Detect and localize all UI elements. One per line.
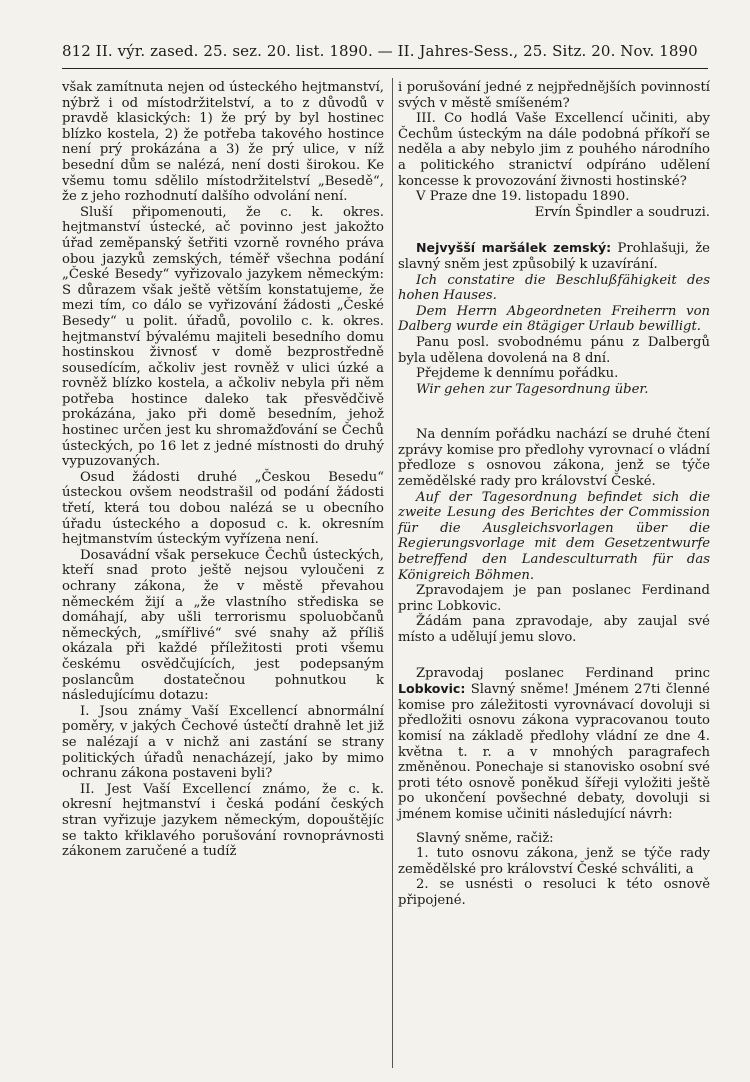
paragraph: Sluší připomenouti, že c. k. okres. hejtmanství ústecké, ač povinno jest jakožto úřad zeměpanský šetřiti vzorně rovného práva obou jazyků zemských, téměř všechna podání „České Besedy“ vyřizovalo jazykem německým: S důrazem však ještě větším konstatujeme, že mezi tím, co dálo se vyřizování žádosti „České Besedy“ u polit. úřadů, povolilo c. k. okres. hejtmanství bývalému majiteli besedního domu hostinskou živnosť v domě bezprostředně sousedícím, ačkoliv jest rovněž v ulici úzké a rovněž blízko kostela, a ačkoliv nebyla při něm potřeba hostince daleko tak přesvědčivě prokázána, jako při domě besedním, jehož hostinec určen jest ku shromažďování se Čechů ústeckých, po 16 let z jedné místnosti do druhý vypuzovaných. — [62, 204, 384, 470]
paragraph: Panu posl. svobodnému pánu z Dalbergů byla udělena dovolená na 8 dní. — [398, 334, 710, 366]
paragraph: i porušování jedné z nejpřednějších povinností svých v městě smíšeném? — [398, 80, 710, 111]
signature: Ervín Špindler a soudruzi. — [534, 204, 710, 220]
german-text: Auf der Tagesordnung befindet sich die zweite Lesung des Berichtes der Commission für die Ausgleichsvorlagen über die Regierungsvorlage mit dem Gesetzentwurfe betreffend den Landesculturrath für das Königreich Böhmen. — [398, 489, 710, 583]
speaker-name: Nejvyšší maršálek zemský: — [416, 240, 612, 256]
question-3: III. Co hodlá Vaše Excellencí učiniti, aby Čechům ústeckým na dále podobná příkoří se neděla a aby nebylo jim z pouhého národního a politického stranictví odpíráno udělení koncesse k provozování živnosti hostinské? — [398, 111, 710, 189]
agenda-item: Na denním pořádku nachází se druhé čtení zprávy komise pro předlohy vyrovnací o vládní předloze s osnovou zákona, jenž se týče zemědělské rady pro království České. — [398, 427, 710, 490]
motion-heading: Slavný sněme, račiž: — [416, 830, 554, 846]
speaker-text: Prohlašuji, že slavný sněm jest způsobilý k uzavírání. — [398, 241, 710, 272]
header-rule — [62, 68, 708, 69]
question-2: II. Jest Vaší Excellencí známo, že c. k. okresní hejtmanství i česká podání českých stran vyřizuje jazykem německým, dopouštějíc se takto křiklavého porušování rovnoprávnosti zákonem zaručené a tudíž — [62, 781, 384, 860]
paragraph: Zpravodajem je pan poslanec Ferdinand princ Lobkovic. — [398, 583, 710, 614]
paragraph: Osud žádosti druhé „Českou Besedu“ ústeckou ovšem neodstrašil od podání žádosti třetí, která tou dobou nalézá se u obecního úřadu ústeckého a doposud c. k. okresním hejtmanstvím ústeckým vyřízena není. — [62, 469, 384, 548]
right-column — [398, 80, 710, 909]
speaker-text: Slavný sněme! Jménem 27ti členné komise pro záležitosti vyrovnávací dovoluji si předložiti osnovu zákona vypracovanou touto komisí na základě předlohy vládní ze dne 4. května t. r. a v mnohých paragrafech změněnou. Ponechaje si stanovisko osobní své proti této osnově poněkud šířeji vyložiti ještě po ukončení povšechné debaty, dovoluji si jménem komise učiniti následující návrh: — [398, 682, 710, 822]
column-divider — [392, 78, 393, 1068]
question-1: I. Jsou známy Vaší Excellencí abnormální poměry, v jakých Čechové ústečtí drahně let již se nalézají a v nichž ani zastání se strany politických úřadů nenacházejí, jako by mimo ochranu zákona postaveni byli? — [62, 703, 384, 782]
paragraph: Dosavádní však persekuce Čechů ústeckých, kteří snad proto ještě nejsou vyloučeni z ochrany zákona, že v městě převahou německém žijí a „že vlastního střediska se domáhají, aby ušli terrorismu spoluobčanů německých, „smířlivé“ své snahy až příliš okázala při každé příležitosti proti všemu českému osvědčujících, jest podepsaným poslancům dostatečnou pohnutkou k následujícímu dotazu: — [62, 547, 384, 704]
speaker-statement — [398, 240, 710, 272]
paragraph: Žádám pana zpravodaje, aby zaujal své místo a udělují jemu slovo. — [398, 614, 710, 645]
german-text: Dem Herrn Abgeordneten Freiherrn von Dalberg wurde ein 8tägiger Urlaub bewilligt. — [398, 303, 710, 335]
german-text: Ich constatire die Beschlußfähigkeit des hohen Hauses. — [398, 272, 710, 304]
motion-item: 2. se usnésti o resoluci k této osnově připojené. — [398, 877, 710, 908]
paragraph: Přejdeme k dennímu pořádku. — [416, 366, 619, 382]
motion-item: 1. tuto osnovu zákona, jenž se týče rady zemědělské pro království České schváliti, a — [398, 846, 710, 877]
page-header: 812 II. výr. zased. 25. sez. 20. list. 1890. — II. Jahres-Sess., 25. Sitz. 20. Nov. 1890 — [62, 42, 698, 60]
paragraph: však zamítnuta nejen od ústeckého hejtmanství, nýbrž i od místodržitelství, a to z důvodů v pravdě klasických: 1) že prý by byl hostinec blízko kostela, 2) že potřeba takového hostince není prý prokázána a 3) že prý ulice, v níž besední dům se nalézá, není dosti širokou. Ke všemu tomu sdělilo místodržitelství „Besedě“, že z jeho rozhodnutí dalšího odvolání není. — [62, 80, 384, 205]
german-text: Wir gehen zur Tagesordnung über. — [416, 381, 649, 397]
left-column — [62, 80, 384, 860]
speaker-intro: Zpravodaj poslanec Ferdinand princ — [416, 665, 710, 681]
speaker-name: Lobkovic: — [398, 681, 466, 697]
date-line: V Praze dne 19. listopadu 1890. — [416, 189, 630, 205]
reporter-speech — [398, 666, 710, 823]
